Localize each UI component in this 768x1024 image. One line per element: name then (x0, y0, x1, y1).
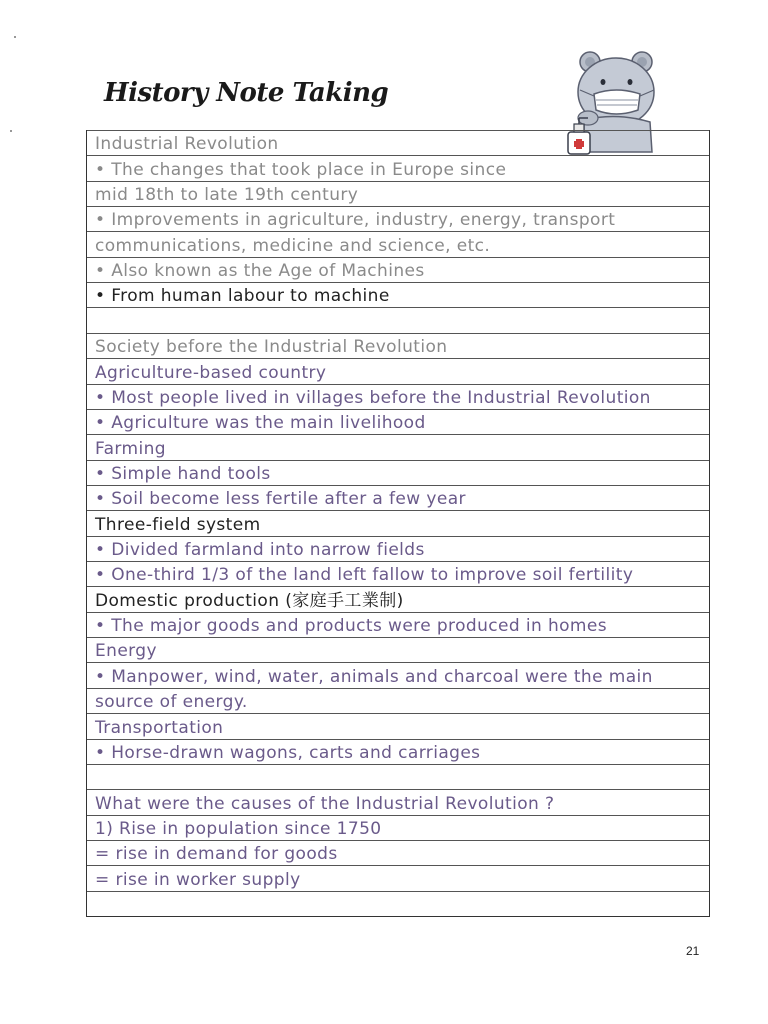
note-line (87, 231, 709, 256)
note-text: • Most people lived in villages before the Industrial Revolution (95, 387, 651, 408)
note-line (87, 155, 709, 180)
note-text: = rise in demand for goods (95, 844, 338, 865)
note-line (87, 612, 709, 637)
note-line (87, 409, 709, 434)
note-text: • Horse-drawn wagons, carts and carriages (95, 742, 481, 763)
paper-speck (10, 130, 12, 132)
page-number: 21 (686, 944, 700, 958)
note-text: • From human labour to machine (95, 286, 390, 307)
note-line (87, 713, 709, 738)
note-text: • The changes that took place in Europe since (95, 159, 507, 180)
note-line (87, 460, 709, 485)
note-text: Transportation (95, 717, 224, 738)
note-text: Energy (95, 641, 157, 662)
note-text: • The major goods and products were produced in homes (95, 616, 607, 637)
note-line (87, 561, 709, 586)
note-line (87, 739, 709, 764)
note-text: source of energy. (95, 692, 248, 713)
lined-notes-area (86, 130, 710, 917)
note-line (87, 434, 709, 459)
note-text: communications, medicine and science, etc. (95, 235, 491, 256)
note-text: Industrial Revolution (95, 134, 279, 155)
note-line (87, 181, 709, 206)
note-text: • Improvements in agriculture, industry, energy, transport (95, 210, 616, 231)
note-line (87, 637, 709, 662)
note-text: • Divided farmland into narrow fields (95, 540, 425, 561)
note-line (87, 891, 709, 916)
note-line (87, 333, 709, 358)
note-text: Agriculture-based country (95, 362, 327, 383)
note-line (87, 764, 709, 789)
note-line (87, 130, 709, 155)
note-line (87, 865, 709, 890)
note-text: Society before the Industrial Revolution (95, 337, 448, 358)
note-text: • Also known as the Age of Machines (95, 261, 425, 282)
note-line (87, 206, 709, 231)
note-line (87, 282, 709, 307)
note-line (87, 485, 709, 510)
note-line (87, 257, 709, 282)
note-line (87, 789, 709, 814)
note-text: What were the causes of the Industrial Revolution ? (95, 793, 555, 814)
note-text: • One-third 1/3 of the land left fallow to improve soil fertility (95, 565, 634, 586)
note-line (87, 307, 709, 332)
note-line (87, 815, 709, 840)
paper-speck (14, 36, 16, 38)
note-text: Three-field system (95, 514, 261, 535)
note-text: • Manpower, wind, water, animals and charcoal were the main (95, 666, 653, 687)
note-line (87, 840, 709, 865)
note-line (87, 536, 709, 561)
note-line (87, 662, 709, 687)
note-text: = rise in worker supply (95, 869, 301, 890)
note-text: • Simple hand tools (95, 463, 271, 484)
note-line (87, 688, 709, 713)
note-line (87, 586, 709, 611)
note-text: • Soil become less fertile after a few year (95, 489, 466, 510)
note-text: 1) Rise in population since 1750 (95, 818, 382, 839)
note-line (87, 510, 709, 535)
note-text: Domestic production (家庭手工業制) (95, 590, 404, 611)
page-title: History Note Taking (104, 78, 389, 108)
note-line (87, 384, 709, 409)
note-text: Farming (95, 438, 166, 459)
note-text: mid 18th to late 19th century (95, 185, 359, 206)
note-line (87, 358, 709, 383)
note-text: • Agriculture was the main livelihood (95, 413, 426, 434)
